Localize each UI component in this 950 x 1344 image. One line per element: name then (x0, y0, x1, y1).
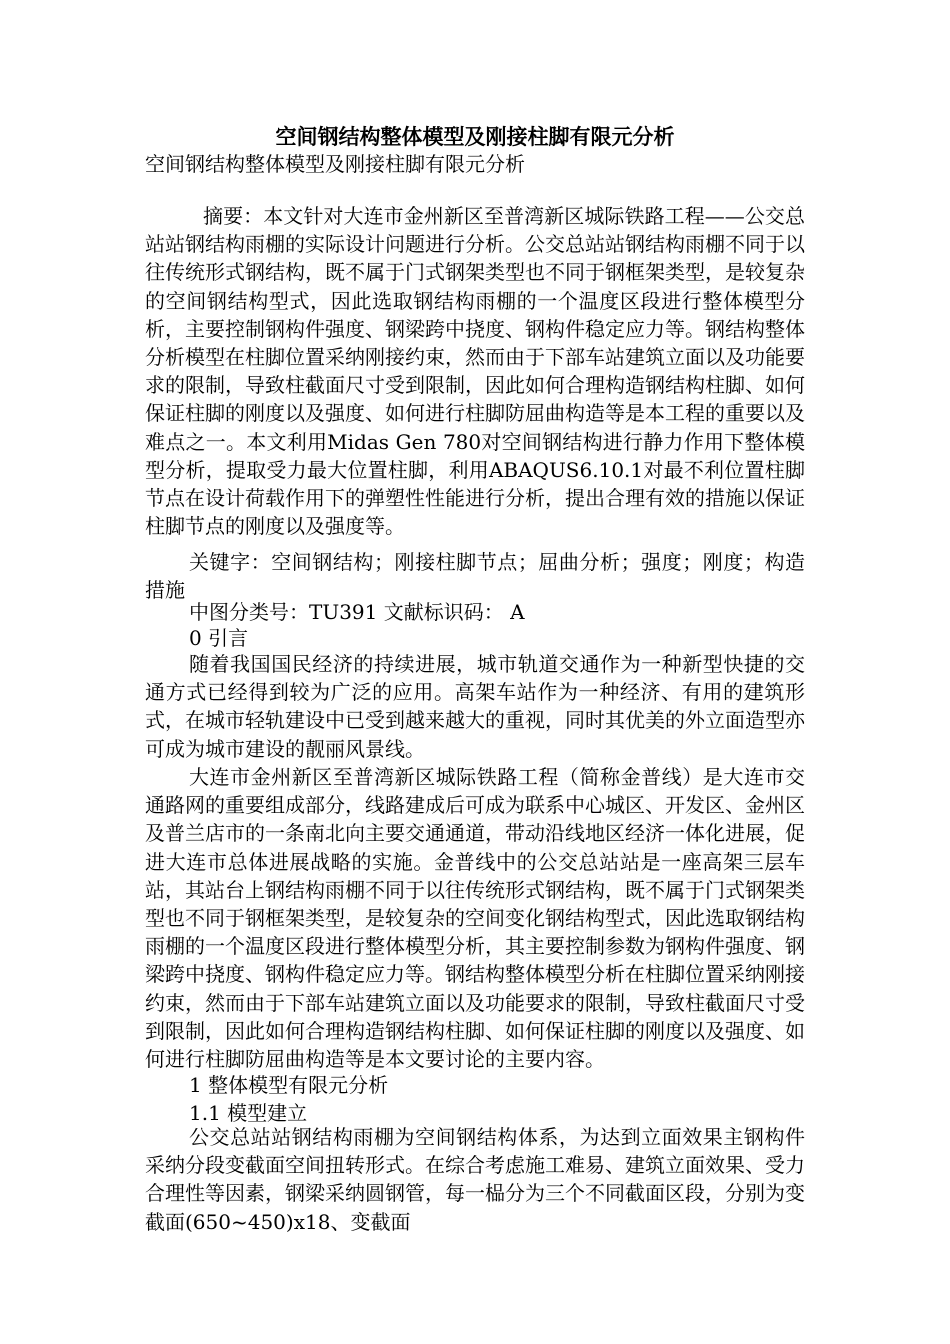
section-heading-1-1: 1.1 模型建立 (189, 1101, 308, 1125)
document-subtitle: 空间钢结构整体模型及刚接柱脚有限元分析 (145, 152, 525, 176)
classification-line: 中图分类号：TU391 文献标识码： A (189, 600, 525, 624)
model-paragraph-1: 公交总站站钢结构雨棚为空间钢结构体系，为达到立面效果主钢构件采纳分段变截面空间扭转形式。在综合考虑施工难易、建筑立面效果、受力合理性等因素，钢梁采纳圆钢管，每一榀分为三个不同截面区段，分别为变截面(650~450)x18、变截面 (145, 1125, 805, 1234)
section-heading-intro: 0 引言 (189, 626, 249, 650)
intro-paragraph-2: 大连市金州新区至普湾新区城际铁路工程（简称金普线）是大连市交通路网的重要组成部分，线路建成后可成为联系中心城区、开发区、金州区及普兰店市的一条南北向主要交通通道，带动沿线地区经济一体化进展，促进大连市总体进展战略的实施。金普线中的公交总站站是一座高架三层车站，其站台上钢结构雨棚不同于以往传统形式钢结构，既不属于门式钢架类型也不同于钢框架类型，是较复杂的空间变化钢结构型式，因此选取钢结构雨棚的一个温度区段进行整体模型分析，其主要控制参数为钢构件强度、钢梁跨中挠度、钢构件稳定应力等。钢结构整体模型分析在柱脚位置采纳刚接约束，然而由于下部车站建筑立面以及功能要求的限制，导致柱截面尺寸受到限制，因此如何合理构造钢结构柱脚、如何保证柱脚的刚度以及强度、如何进行柱脚防屈曲构造等是本文要讨论的主要内容。 (145, 765, 805, 1072)
intro-paragraph-1: 随着我国国民经济的持续进展，城市轨道交通作为一种新型快捷的交通方式已经得到较为广泛的应用。高架车站作为一种经济、有用的建筑形式，在城市轻轨建设中已受到越来越大的重视，同时其优美的外立面造型亦可成为城市建设的靓丽风景线。 (145, 652, 805, 761)
abstract-paragraph: 摘要：本文针对大连市金州新区至普湾新区城际铁路工程——公交总站站钢结构雨棚的实际设计问题进行分析。公交总站站钢结构雨棚不同于以往传统形式钢结构，既不属于门式钢架类型也不同于钢框架类型，是较复杂的空间钢结构型式，因此选取钢结构雨棚的一个温度区段进行整体模型分析，主要控制钢构件强度、钢梁跨中挠度、钢构件稳定应力等。钢结构整体分析模型在柱脚位置采纳刚接约束，然而由于下部车站建筑立面以及功能要求的限制，导致柱截面尺寸受到限制，因此如何合理构造钢结构柱脚、如何保证柱脚的刚度以及强度、如何进行柱脚防屈曲构造等是本工程的重要以及难点之一。本文利用Midas Gen 780对空间钢结构进行静力作用下整体模型分析，提取受力最大位置柱脚，利用ABAQUS6.10.1对最不利位置柱脚节点在设计荷载作用下的弹塑性性能进行分析，提出合理有效的措施以保证柱脚节点的刚度以及强度等。 (145, 204, 805, 539)
section-heading-1: 1 整体模型有限元分析 (189, 1073, 389, 1097)
keywords-paragraph: 关键字：空间钢结构；刚接柱脚节点；屈曲分析；强度；刚度；构造措施 (145, 550, 805, 603)
document-title: 空间钢结构整体模型及刚接柱脚有限元分析 (275, 124, 675, 149)
